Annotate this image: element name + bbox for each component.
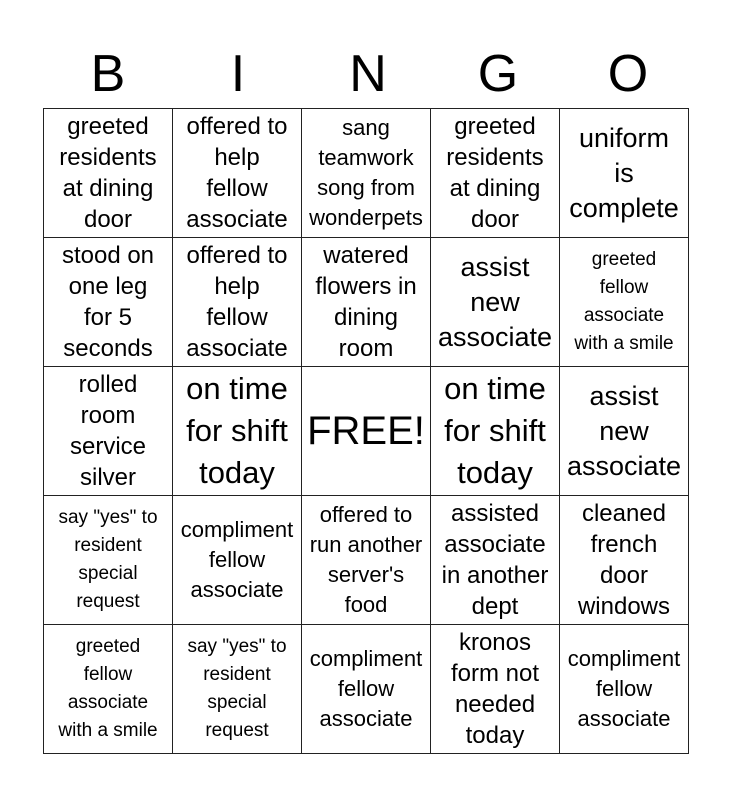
bingo-cell-text (560, 498, 688, 622)
bingo-cell-o1[interactable] (560, 109, 689, 238)
bingo-cell-line: sang (342, 115, 390, 140)
bingo-cell-line: associate (186, 335, 288, 362)
bingo-cell-text (173, 240, 301, 364)
bingo-cell-b5[interactable] (44, 625, 173, 754)
bingo-cell-line: help (214, 144, 260, 171)
bingo-cell-line: needed (454, 691, 536, 718)
bingo-cell-line: special (207, 692, 267, 713)
bingo-cell-line: assisted (450, 500, 540, 527)
bingo-cell-line: today (457, 455, 533, 490)
bingo-cell-line: silver (79, 464, 136, 491)
bingo-cell-line: french (590, 531, 658, 558)
bingo-cell-g5[interactable] (431, 625, 560, 754)
bingo-cell-line: is (614, 157, 634, 188)
bingo-cell-line: request (205, 720, 269, 741)
bingo-cell-line: form not (450, 660, 540, 687)
bingo-cell-line: fellow (206, 304, 268, 331)
bingo-cell-line: complete (569, 192, 679, 223)
bingo-cell-line: help (214, 273, 260, 300)
bingo-cell-o2[interactable] (560, 238, 689, 367)
bingo-cell-o5[interactable] (560, 625, 689, 754)
bingo-cell-g3[interactable] (431, 367, 560, 496)
bingo-cell-line: greeted (67, 113, 149, 140)
bingo-cell-text (560, 121, 688, 226)
bingo-cell-line: new (470, 286, 520, 317)
bingo-cell-text (560, 379, 688, 484)
bingo-cell-n1[interactable] (302, 109, 431, 238)
bingo-cell-text (302, 407, 430, 455)
bingo-cell-b3[interactable] (44, 367, 173, 496)
bingo-row-3 (44, 367, 689, 496)
bingo-cell-line: compliment (567, 646, 681, 671)
bingo-cell-line: door (83, 206, 133, 233)
bingo-cell-line: fellow (83, 664, 133, 685)
bingo-cell-line: FREE! (307, 409, 425, 453)
bingo-cell-line: greeted (591, 249, 657, 270)
bingo-cell-text (431, 250, 559, 355)
bingo-cell-text (44, 240, 172, 364)
bingo-cell-line: residents (59, 144, 157, 171)
bingo-cell-line: new (599, 415, 649, 446)
bingo-cell-line: on time (444, 371, 546, 406)
bingo-cell-line: room (338, 335, 394, 362)
bingo-cell-line: associate (444, 531, 546, 558)
bingo-cell-g2[interactable] (431, 238, 560, 367)
bingo-cell-line: for shift (186, 413, 288, 448)
bingo-cell-text (173, 633, 301, 745)
bingo-cell-i1[interactable] (173, 109, 302, 238)
bingo-cell-g4[interactable] (431, 496, 560, 625)
bingo-cell-g1[interactable] (431, 109, 560, 238)
bingo-cell-line: dept (471, 593, 519, 620)
bingo-row-4 (44, 496, 689, 625)
bingo-cell-line: dining (333, 304, 399, 331)
bingo-cell-line: associate (186, 206, 288, 233)
bingo-cell-line: fellow (208, 547, 266, 572)
bingo-row-1 (44, 109, 689, 238)
bingo-cell-text (173, 515, 301, 605)
bingo-cell-line: on time (186, 371, 288, 406)
bingo-cell-n4[interactable] (302, 496, 431, 625)
bingo-cell-b4[interactable] (44, 496, 173, 625)
bingo-cell-line: seconds (63, 335, 153, 362)
bingo-cell-line: food (344, 592, 388, 617)
bingo-cell-line: stood on (61, 242, 155, 269)
bingo-cell-line: at dining (62, 175, 154, 202)
bingo-cell-line: compliment (180, 517, 294, 542)
bingo-cell-line: associate (190, 577, 284, 602)
bingo-cell-line: greeted (75, 636, 141, 657)
bingo-cell-text (173, 368, 301, 494)
bingo-cell-line: teamwork (318, 145, 414, 170)
bingo-cell-line: room (80, 402, 136, 429)
bingo-cell-line: fellow (337, 676, 395, 701)
bingo-cell-line: fellow (599, 277, 649, 298)
bingo-cell-line: door (599, 562, 649, 589)
bingo-cell-i3[interactable] (173, 367, 302, 496)
header-letter-b: B (90, 45, 126, 103)
bingo-cell-line: assist (460, 251, 530, 282)
bingo-cell-line: request (76, 591, 140, 612)
bingo-cell-b2[interactable] (44, 238, 173, 367)
bingo-cell-text (560, 644, 688, 734)
bingo-cell-line: watered (323, 242, 409, 269)
bingo-cell-line: for shift (444, 413, 546, 448)
bingo-cell-line: server's (327, 562, 405, 587)
bingo-cell-line: fellow (206, 175, 268, 202)
bingo-cell-text (431, 111, 559, 235)
header-letter-g: G (477, 45, 519, 103)
bingo-cell-text (44, 633, 172, 745)
header-letter-i: I (230, 45, 246, 103)
bingo-cell-line: say "yes" to (58, 507, 158, 528)
bingo-cell-line: associate (319, 706, 413, 731)
bingo-card-body (44, 109, 689, 754)
bingo-cell-text (44, 504, 172, 616)
bingo-cell-line: residents (446, 144, 544, 171)
bingo-cell-line: for 5 (83, 304, 133, 331)
bingo-cell-line: associate (67, 692, 149, 713)
bingo-cell-line: service (69, 433, 147, 460)
bingo-cell-text (302, 500, 430, 620)
header-letter-n: N (349, 45, 387, 103)
bingo-cell-line: special (78, 563, 138, 584)
bingo-cell-line: say "yes" to (187, 636, 287, 657)
bingo-header (43, 44, 693, 104)
bingo-cell-line: offered to (186, 242, 288, 269)
bingo-cell-line: wonderpets (309, 205, 423, 230)
bingo-cell-line: at dining (449, 175, 541, 202)
bingo-cell-line: greeted (454, 113, 536, 140)
bingo-cell-line: song from (317, 175, 415, 200)
bingo-cell-line: rolled (78, 371, 138, 398)
bingo-cell-line: fellow (595, 676, 653, 701)
bingo-cell-line: windows (577, 593, 671, 620)
bingo-cell-line: today (199, 455, 275, 490)
bingo-cell-text (302, 240, 430, 364)
bingo-card-grid (43, 108, 689, 754)
bingo-cell-line: assist (589, 380, 659, 411)
bingo-cell-text (44, 369, 172, 493)
bingo-cell-n5[interactable] (302, 625, 431, 754)
bingo-cell-o3[interactable] (560, 367, 689, 496)
bingo-cell-text (44, 111, 172, 235)
bingo-cell-line: in another (441, 562, 549, 589)
header-letter-o: O (607, 45, 649, 103)
bingo-cell-text (173, 111, 301, 235)
bingo-cell-i2[interactable] (173, 238, 302, 367)
bingo-cell-free[interactable] (302, 367, 431, 496)
bingo-cell-o4[interactable] (560, 496, 689, 625)
bingo-row-5 (44, 625, 689, 754)
bingo-cell-line: cleaned (581, 500, 667, 527)
bingo-cell-i4[interactable] (173, 496, 302, 625)
bingo-cell-text (302, 113, 430, 233)
bingo-cell-line: uniform (578, 122, 670, 153)
bingo-cell-line: compliment (309, 646, 423, 671)
bingo-cell-text (560, 246, 688, 358)
bingo-row-2 (44, 238, 689, 367)
bingo-cell-line: resident (203, 664, 271, 685)
bingo-cell-line: flowers in (315, 273, 417, 300)
bingo-cell-line: with a smile (574, 333, 674, 354)
bingo-cell-text (431, 627, 559, 751)
bingo-cell-line: associate (577, 706, 671, 731)
bingo-cell-b1[interactable] (44, 109, 173, 238)
bingo-cell-line: door (470, 206, 520, 233)
bingo-cell-line: associate (583, 305, 665, 326)
bingo-cell-line: associate (437, 321, 553, 352)
bingo-cell-line: kronos (458, 629, 532, 656)
bingo-cell-line: offered to (319, 502, 413, 527)
bingo-cell-text (431, 498, 559, 622)
bingo-cell-line: one leg (68, 273, 148, 300)
bingo-cell-line: with a smile (58, 720, 158, 741)
bingo-cell-i5[interactable] (173, 625, 302, 754)
bingo-cell-line: today (465, 722, 525, 749)
bingo-cell-line: resident (74, 535, 142, 556)
bingo-cell-line: offered to (186, 113, 288, 140)
bingo-cell-line: associate (566, 450, 682, 481)
bingo-cell-n2[interactable] (302, 238, 431, 367)
bingo-cell-text (302, 644, 430, 734)
bingo-cell-line: run another (309, 532, 423, 557)
bingo-cell-text (431, 368, 559, 494)
